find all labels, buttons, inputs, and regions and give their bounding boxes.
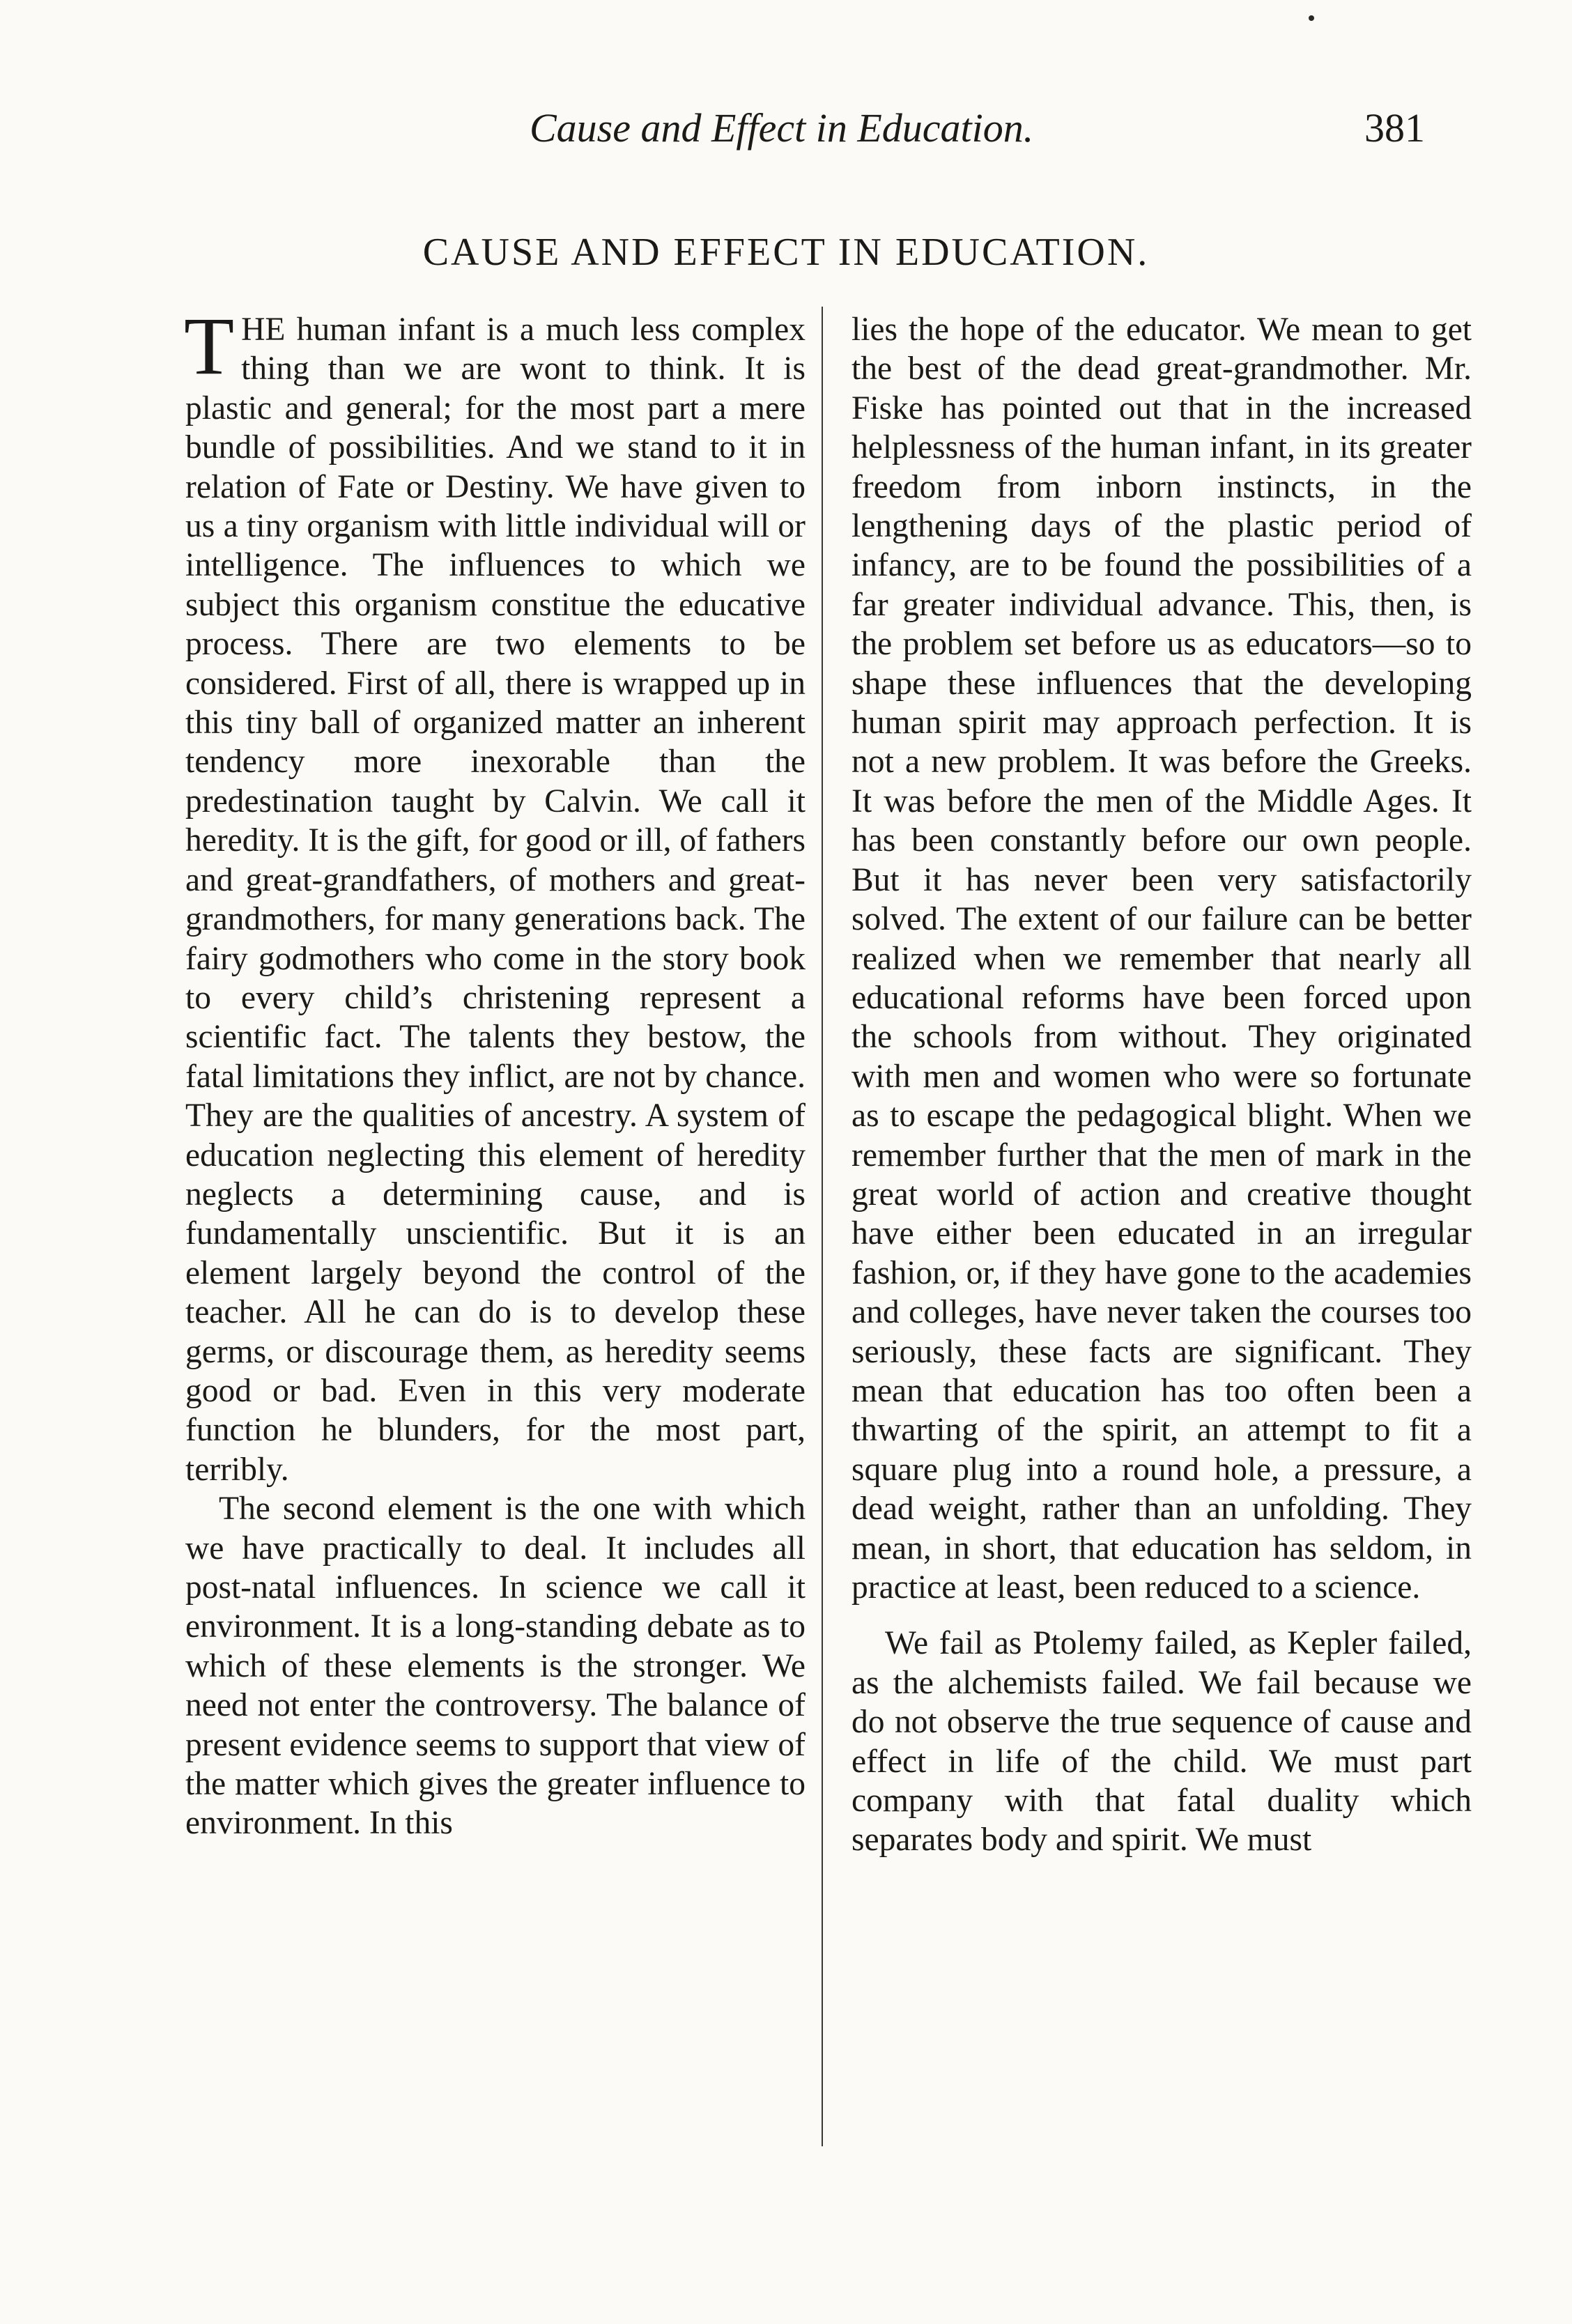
paragraph-3: lies the hope of the educator. We mean to get the best of the dead great-grandmother. Mr. Fiske has pointed out that in the increased helplessness of the human infant, in its greater freedom from inborn instincts, in the lengthening days of the plastic period of infancy, are to be found the possibilities of a far greater individual advance. This, then, is the problem set before us as educators—so to shape these influences that the developing human spirit may approach perfection. It is not a new problem. It was before the Greeks. It was before the men of the Middle Ages. It has been constantly before our own people. But it has never been very satisfactorily solved. The extent of our failure can be better realized when we remember that nearly all educational reforms have been forced upon the schools from without. They originated with men and women who were so fortunate as to escape the pedagogical blight. When we remember further that the men of mark in the great world of action and creative thought have either been educated in an irregular fashion, or, if they have gone to the academies and colleges, have never taken the courses too seriously, these facts are significant. They mean that education has too often been a thwarting of the spirit, an attempt to fit a square plug into a round hole, a pressure, a dead weight, rather than an unfolding. They mean, in short, that education has seldom, in practice at least, been reduced to a science. [852,311,1472,1606]
ink-speck [1309,15,1314,21]
page-number: 381 [1364,105,1425,151]
paragraph-1 [184,300,806,1489]
drop-cap: T [184,300,235,392]
right-column [852,310,1472,1860]
paragraph-2: The second element is the one with which we have practically to deal. It includes all post-natal influences. In science we call it environment. It is a long-standing debate as to which of these elements is the stronger. We need not enter the controversy. The balance of present evidence seems to support that view of the matter which gives the greater influence to environment. In this [185,1491,806,1842]
paragraph-4: We fail as Ptolemy failed, as Kepler failed, as the alchemists failed. We fail because we do not observe the true sequence of cause and effect in life of the child. We must part company with that fatal duality which separates body and spirit. We must [852,1625,1472,1859]
paragraph-1-text: HE human infant is a much less complex thing than we are wont to think. It is plastic and general; for the most part a mere bundle of possibilities. And we stand to it in relation of Fate or Destiny. We have given to us a tiny organism with little individual will or intelligence. The influences to which we subject this organism constitue the educative process. There are two elements to be considered. First of all, there is wrapped up in this tiny ball of organized matter an inherent tendency more inexorable than the predestination taught by Calvin. We call it heredity. It is the gift, for good or ill, of fathers and great-grandfathers, of mothers and great-grandmothers, for many generations back. The fairy godmothers who come in the story book to every child’s christening represent a scientific fact. The talents they bestow, the fatal limitations they inflict, are not by chance. They are the qualities of ancestry. A system of education neglecting this element of heredity neglects a determining cause, and is fundamentally unscientific. But it is an element largely beyond the control of the teacher. All he can do is to develop these germs, or discourage them, as heredity seems good or bad. Even in this very moderate function he blunders, for the most part, terribly. [185,311,806,1488]
page-header [0,105,1572,167]
column-divider [822,307,823,2146]
left-column [184,300,806,1843]
running-title: Cause and Effect in Education. [530,105,1034,151]
article-title: CAUSE AND EFFECT IN EDUCATION. [422,231,1150,274]
